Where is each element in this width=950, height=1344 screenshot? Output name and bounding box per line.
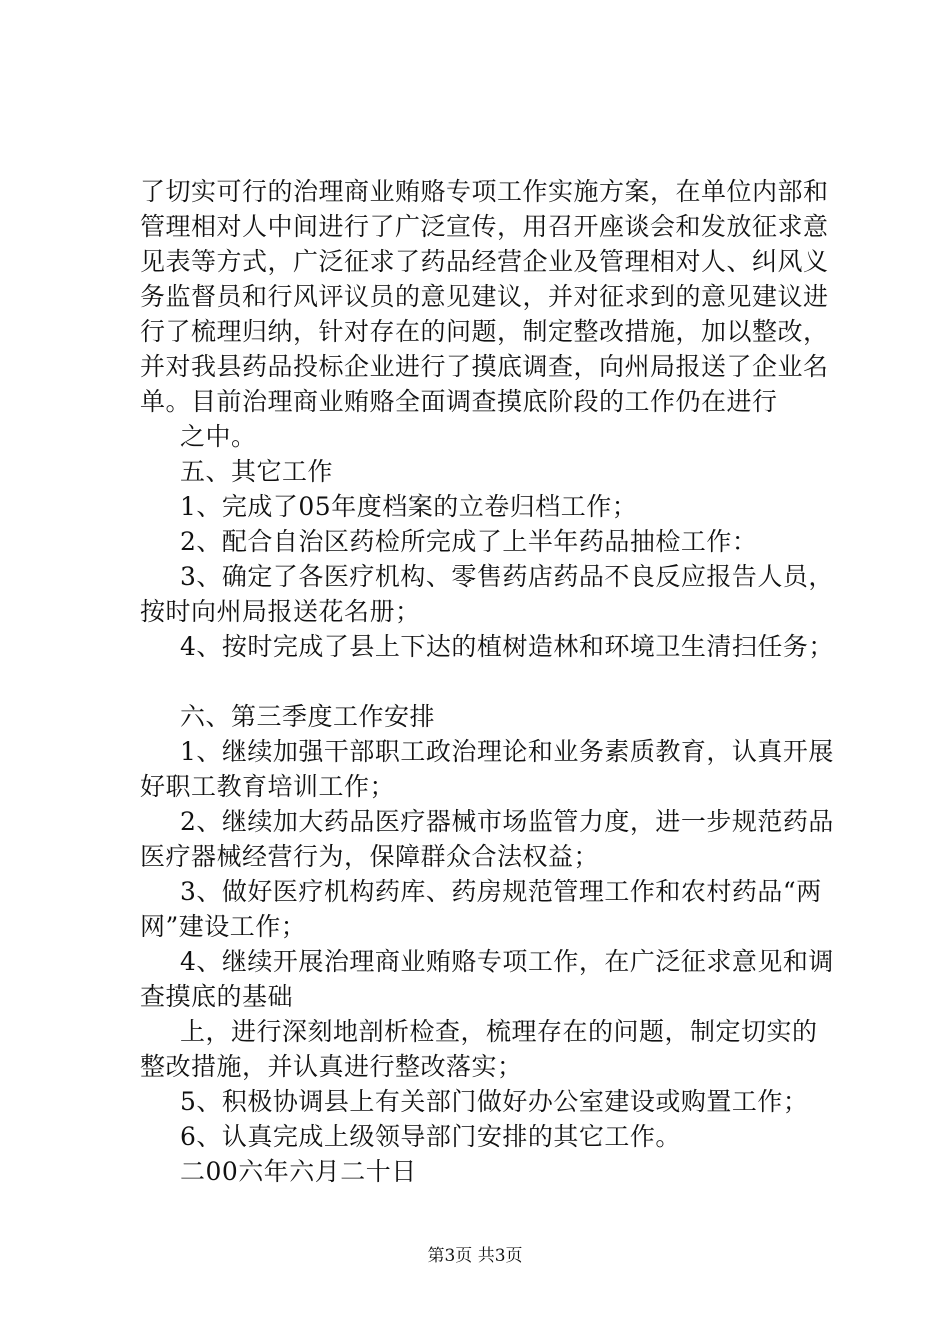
paragraph-line: 见表等方式，广泛征求了药品经营企业及管理相对人、纠风义 xyxy=(140,247,829,276)
document-date: 二00六年六月二十日 xyxy=(180,1157,417,1186)
list-item-continuation: 好职工教育培训工作； xyxy=(140,772,396,801)
list-item: 2、继续加大药品医疗器械市场监管力度，进一步规范药品 xyxy=(180,807,834,836)
list-item-continuation: 查摸底的基础 xyxy=(140,982,294,1011)
paragraph-line: 务监督员和行风评议员的意见建议，并对征求到的意见建议进 xyxy=(140,282,829,311)
list-item: 3、确定了各医疗机构、零售药店药品不良反应报告人员， xyxy=(180,562,834,591)
paragraph-line: 之中。 xyxy=(180,422,257,451)
page-number-footer: 第3页 共3页 xyxy=(427,1246,523,1266)
list-item-continuation: 上，进行深刻地剖析检查，梳理存在的问题，制定切实的 xyxy=(180,1017,818,1046)
list-item: 3、做好医疗机构药库、药房规范管理工作和农村药品“两 xyxy=(180,877,822,906)
list-item-continuation: 医疗器械经营行为，保障群众合法权益； xyxy=(140,842,600,871)
list-item: 2、配合自治区药检所完成了上半年药品抽检工作： xyxy=(180,527,758,556)
section-heading: 五、其它工作 xyxy=(180,457,334,486)
paragraph-line: 并对我县药品投标企业进行了摸底调查，向州局报送了企业名 xyxy=(140,352,829,381)
list-item: 5、积极协调县上有关部门做好办公室建设或购置工作； xyxy=(180,1087,809,1116)
list-item: 1、继续加强干部职工政治理论和业务素质教育，认真开展 xyxy=(180,737,834,766)
paragraph-line: 单。目前治理商业贿赂全面调查摸底阶段的工作仍在进行 xyxy=(140,387,778,416)
list-item: 4、继续开展治理商业贿赂专项工作，在广泛征求意见和调 xyxy=(180,947,834,976)
list-item: 6、认真完成上级领导部门安排的其它工作。 xyxy=(180,1122,681,1151)
paragraph-line: 了切实可行的治理商业贿赂专项工作实施方案，在单位内部和 xyxy=(140,177,829,206)
section-heading: 六、第三季度工作安排 xyxy=(180,702,436,731)
list-item-continuation: 网”建设工作； xyxy=(140,912,307,941)
list-item-continuation: 按时向州局报送花名册； xyxy=(140,597,421,626)
list-item: 1、完成了05年度档案的立卷归档工作； xyxy=(180,492,638,521)
list-item: 4、按时完成了县上下达的植树造林和环境卫生清扫任务； xyxy=(180,632,834,661)
paragraph-line: 管理相对人中间进行了广泛宣传，用召开座谈会和发放征求意 xyxy=(140,212,829,241)
list-item-continuation: 整改措施，并认真进行整改落实； xyxy=(140,1052,523,1081)
paragraph-line: 行了梳理归纳，针对存在的问题，制定整改措施，加以整改， xyxy=(140,317,829,346)
